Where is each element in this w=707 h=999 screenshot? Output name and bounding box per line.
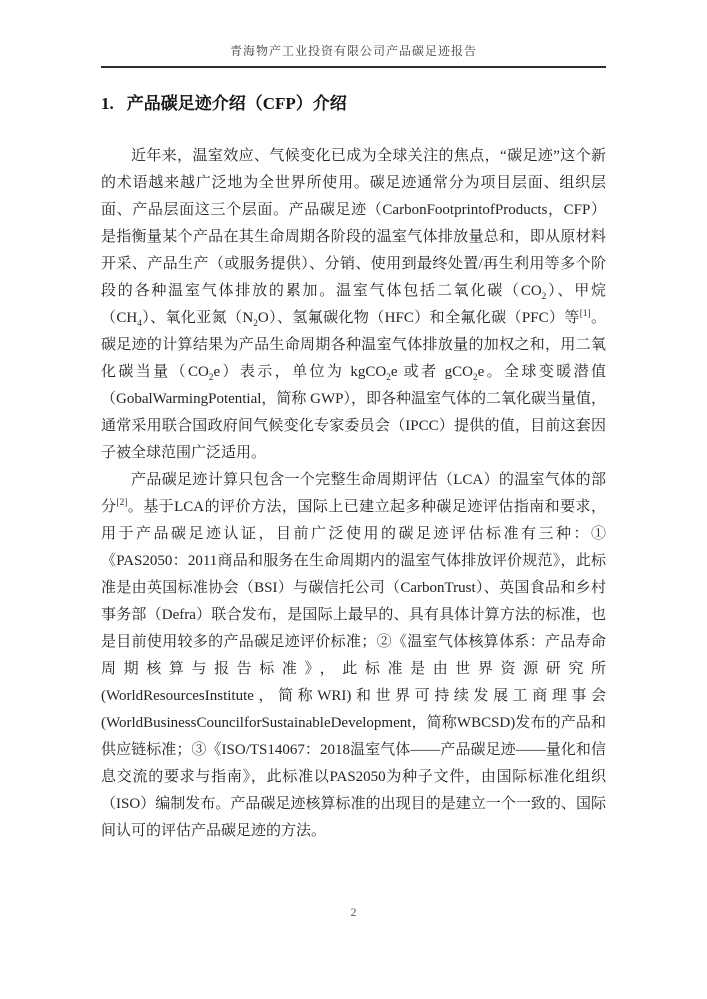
running-header-text: 青海物产工业投资有限公司产品碳足迹报告 bbox=[229, 44, 477, 58]
section-heading bbox=[101, 92, 606, 116]
paragraph-cfp-standards: 产品碳足迹计算只包含一个完整生命周期评估（LCA）的温室气体的部分[2]。基于LCA的评价方法，国际上已建立起多种碳足迹评估指南和要求，用于产品碳足迹认证，目前广泛使用的碳足迹评估标准有三种：①《PAS2050：2011商品和服务在生命周期内的温室气体排放评价规范》，此标准是由英国标准协会（BSI）与碳信托公司（CarbonTrust）、英国食品和乡村事务部（Defra）联合发布，是国际上最早的、具有具体计算方法的标准，也是目前使用较多的产品碳足迹评价标准；②《温室气体核算体系：产品寿命周期核算与报告标准》，此标准是由世界资源研究所(WorldResourcesInstitute，简称WRI)和世界可持续发展工商理事会(WorldBusinessCouncilforSustainableDevelopment，简称WBCSD)发布的产品和供应链标准；③《ISO/TS14067：2018温室气体——产品碳足迹——量化和信息交流的要求与指南》，此标准以PAS2050为种子文件，由国际标准化组织（ISO）编制发布。产品碳足迹核算标准的出现目的是建立一个一致的、国际间认可的评估产品碳足迹的方法。 bbox=[101, 472, 606, 839]
page-footer bbox=[0, 905, 707, 920]
page-number: 2 bbox=[350, 905, 357, 919]
section-heading-title: 产品碳足迹介绍（CFP）介绍 bbox=[126, 94, 347, 113]
section-heading-number: 1. bbox=[101, 94, 114, 113]
paragraph-cfp-intro: 近年来，温室效应、气候变化已成为全球关注的焦点，“碳足迹”这个新的术语越来越广泛地为全世界所使用。碳足迹通常分为项目层面、组织层面、产品层面这三个层面。产品碳足迹（CarbonFootprintofProducts，CFP）是指衡量某个产品在其生命周期各阶段的温室气体排放量总和，即从原材料开采、产品生产（或服务提供）、分销、使用到最终处置/再生利用等多个阶段的各种温室气体排放的累加。温室气体包括二氧化碳$(CO_2)$、甲烷$(CH_4)$、氧化亚氮$(N_2O)$、氢氟碳化物（HFC）和全氟化碳（PFC）等[1]。碳足迹的计算结果为产品生命周期各种温室气体排放量的加权之和，用二氧化碳当量$(CO_2e)$表示，单位为 kgCO$_2$e 或者 gCO$_2$e。全球变暖潜值（GobalWarmingPotential，简称 GWP），即各种温室气体的二氧化碳当量值，通常采用联合国政府间气候变化专家委员会（IPCC）提供的值，目前这套因子被全球范围广泛适用。 bbox=[101, 148, 607, 461]
running-header bbox=[101, 42, 606, 68]
document-body bbox=[101, 92, 606, 845]
